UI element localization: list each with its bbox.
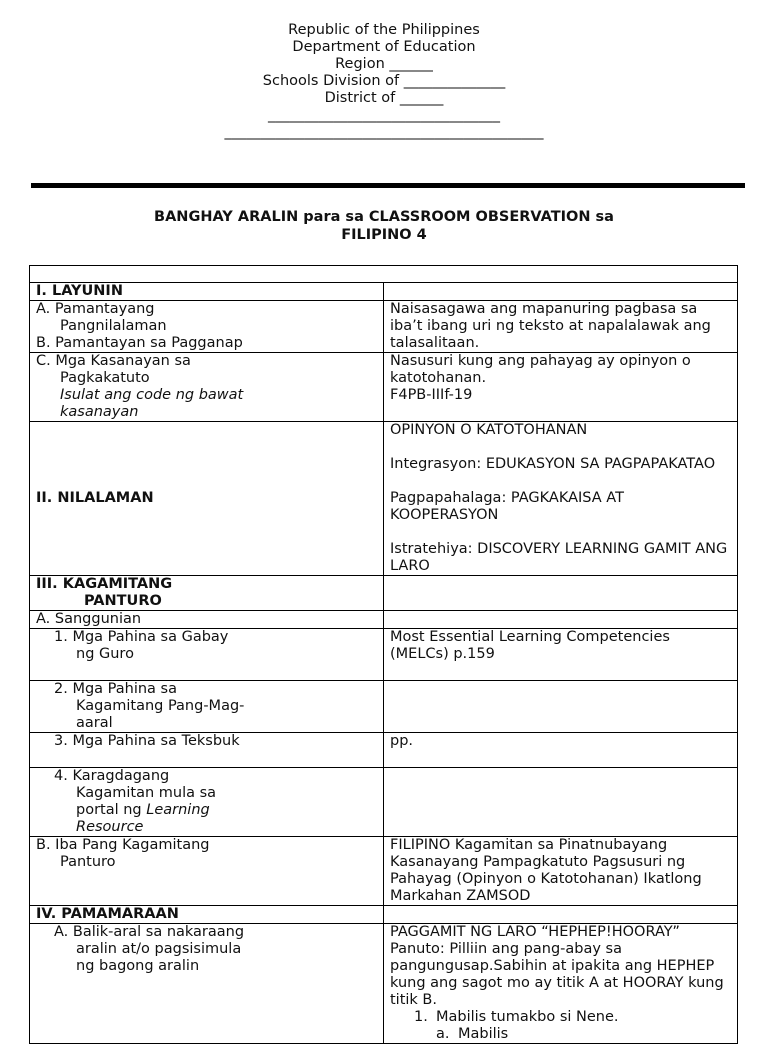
balik-aral-label <box>30 924 384 1044</box>
table-row-iba-pang-kagamitan <box>30 837 738 906</box>
item-number: 1. <box>414 1009 428 1025</box>
kasanayan-label <box>30 353 384 422</box>
label-c-line4: kasanayan <box>60 404 139 420</box>
balik-aral-value <box>384 924 738 1044</box>
header-republic: Republic of the Philippines <box>288 22 480 38</box>
sanggunian-label: A. Sanggunian <box>30 611 384 629</box>
choice-letter: a. <box>436 1026 450 1042</box>
header-region: Region ______ <box>335 56 433 72</box>
balik-aral-line1: A. Balik-aral sa nakaraang <box>54 924 245 940</box>
kagamitan-value <box>384 576 738 611</box>
kasanayan-text: Nasusuri kung ang pahayag ay opinyon o katotohanan. <box>390 353 691 386</box>
table-row-layunin <box>30 283 738 301</box>
label-a-line1: A. Pamantayang <box>36 301 155 317</box>
sanggunian-value <box>384 611 738 629</box>
title-line-1: BANGHAY ARALIN para sa CLASSROOM OBSERVATION sa <box>154 209 614 225</box>
pamantayan-label <box>30 301 384 353</box>
empty-cell <box>30 266 738 283</box>
mag-aaral-line2: Kagamitang Pang-Mag- <box>76 698 245 714</box>
karagdagang-line2: Kagamitan mula sa <box>76 785 217 801</box>
header-blank-line-2: ____________________________________________ <box>224 124 544 140</box>
table-row-pamantayan <box>30 301 738 353</box>
table-row-gabay <box>30 629 738 681</box>
table-row-pamamaraan <box>30 906 738 924</box>
iba-pang-label <box>30 837 384 906</box>
karagdagang-line4: Resource <box>76 819 144 835</box>
choice-text: Mabilis <box>458 1026 509 1042</box>
pamantayan-value: Naisasagawa ang mapanuring pagbasa sa iba’t ibang uri ng teksto at napalalawak ang talasalitaan. <box>384 301 738 353</box>
balik-aral-game-title: PAGGAMIT NG LARO “HEPHEP!HOORAY” <box>390 924 680 940</box>
iba-pang-value: FILIPINO Kagamitan sa Pinatnubayang Kasanayang Pampagkatuto Pagsusuri ng Pahayag (Opinyon o Katotohanan) Ikatlong Markahan ZAMSOD <box>384 837 738 906</box>
karagdagang-line1: 4. Karagdagang <box>54 768 170 784</box>
table-row-kasanayan <box>30 353 738 422</box>
mag-aaral-line3: aaral <box>76 715 113 731</box>
mag-aaral-line1: 2. Mga Pahina sa <box>54 681 177 697</box>
iba-pang-line1: B. Iba Pang Kagamitang <box>36 837 210 853</box>
karagdagang-label <box>30 768 384 837</box>
label-c-line2: Pagkakatuto <box>60 370 150 386</box>
table-row-pang-mag-aaral <box>30 681 738 733</box>
layunin-value <box>384 283 738 301</box>
table-row-balik-aral <box>30 924 738 1044</box>
kagamitan-line1: III. KAGAMITANG <box>36 576 173 592</box>
kagamitan-heading <box>30 576 384 611</box>
nilalaman-integrasyon: Integrasyon: EDUKASYON SA PAGPAPAKATAO <box>390 456 716 472</box>
pamamaraan-value <box>384 906 738 924</box>
balik-aral-line2: aralin at/o pagsisimula <box>76 941 242 957</box>
nilalaman-pagpapahalaga: Pagpapahalaga: PAGKAKAISA AT KOOPERASYON <box>390 490 624 523</box>
header-blank-line-1: ________________________________ <box>268 107 500 123</box>
list-item <box>390 1009 733 1026</box>
label-b: B. Pamantayan sa Pagganap <box>36 335 243 351</box>
gabay-line2: ng Guro <box>76 646 134 662</box>
table-row-karagdagang <box>30 768 738 837</box>
karagdagang-portal: portal ng <box>76 802 147 818</box>
teksbuk-label: 3. Mga Pahina sa Teksbuk <box>30 733 384 768</box>
label-c-line3: Isulat ang code ng bawat <box>60 387 244 403</box>
table-row-empty <box>30 266 738 283</box>
layunin-heading: I. LAYUNIN <box>30 283 384 301</box>
karagdagang-value <box>384 768 738 837</box>
kasanayan-code: F4PB-IIIf-19 <box>390 387 473 403</box>
header-division: Schools Division of ______________ <box>262 73 506 89</box>
teksbuk-value: pp. <box>384 733 738 768</box>
gabay-label <box>30 629 384 681</box>
balik-aral-line3: ng bagong aralin <box>76 958 200 974</box>
title-line-2: FILIPINO 4 <box>341 227 427 243</box>
nilalaman-istratehiya: Istratehiya: DISCOVERY LEARNING GAMIT ANG LARO <box>390 541 728 574</box>
gabay-value: Most Essential Learning Competencies (MELCs) p.159 <box>384 629 738 681</box>
karagdagang-line3 <box>36 802 379 819</box>
list-item <box>390 1026 733 1043</box>
table-row-kagamitan <box>30 576 738 611</box>
iba-pang-line2: Panturo <box>60 854 116 870</box>
balik-aral-instructions: Panuto: Pilliin ang pang-abay sa pangungusap.Sabihin at ipakita ang HEPHEP kung ang sagot mo ay titik A at HOORAY kung titik B. <box>390 941 724 1008</box>
nilalaman-value <box>384 422 738 576</box>
nilalaman-heading: II. NILALAMAN <box>30 422 384 576</box>
mag-aaral-label <box>30 681 384 733</box>
kagamitan-line2: PANTURO <box>84 593 162 609</box>
kasanayan-value <box>384 353 738 422</box>
karagdagang-learning: Learning <box>146 802 210 818</box>
lesson-plan-table <box>29 265 738 1044</box>
pamamaraan-heading: IV. PAMAMARAAN <box>30 906 384 924</box>
header-district: District of ______ <box>324 90 444 106</box>
label-a-line2: Pangnilalaman <box>60 318 167 334</box>
table-row-nilalaman <box>30 422 738 576</box>
header-divider <box>31 183 745 188</box>
header-department: Department of Education <box>292 39 476 55</box>
item-text: Mabilis tumakbo si Nene. <box>436 1009 619 1025</box>
document-title <box>0 208 768 244</box>
document-header <box>0 22 768 141</box>
label-c-line1: C. Mga Kasanayan sa <box>36 353 191 369</box>
table-row-teksbuk <box>30 733 738 768</box>
gabay-line1: 1. Mga Pahina sa Gabay <box>54 629 229 645</box>
mag-aaral-value <box>384 681 738 733</box>
table-row-sanggunian <box>30 611 738 629</box>
nilalaman-topic: OPINYON O KATOTOHANAN <box>390 422 588 438</box>
